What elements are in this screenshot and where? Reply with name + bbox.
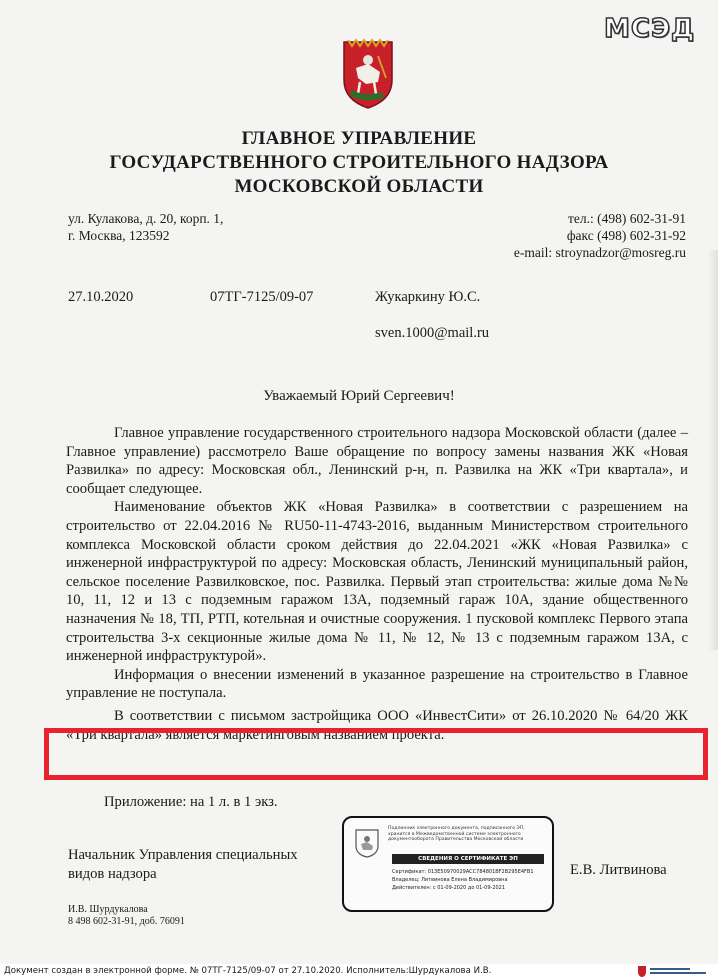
cert-details [392, 868, 548, 892]
recipient-email: sven.1000@mail.ru [375, 325, 490, 341]
footer-text: Документ создан в электронной форме. № 07ТГ-7125/09-07 от 27.10.2020. Исполнитель:Шурдукалова И.В. [4, 966, 492, 976]
cert-header: СВЕДЕНИЯ О СЕРТИФИКАТЕ ЭП [392, 854, 544, 864]
paragraph-1: Главное управление государственного строительного надзора Московской области (далее – Главное управление) рассмотрело Ваше обращение по вопросу замены названия ЖК «Новая Развилка» по адресу: Московская обл., Ленинский р-н, п. Развилка на ЖК «Три квартала», и сообщает следующее. [66, 425, 688, 497]
emblem-icon [354, 828, 380, 858]
cert-owner: Владелец: Литвинова Елена Владимировна [392, 877, 508, 883]
msed-mark: МСЭД [604, 14, 696, 44]
phone: тел.: (498) 602-31-91 [568, 211, 686, 226]
salutation: Уважаемый Юрий Сергеевич! [263, 388, 455, 404]
email: e-mail: stroynadzor@mosreg.ru [513, 245, 686, 260]
position-line2: видов надзора [68, 866, 157, 882]
org-title-line2: ГОСУДАРСТВЕННОГО СТРОИТЕЛЬНОГО НАДЗОРА [109, 152, 609, 173]
page-edge-shadow [708, 250, 718, 650]
address-line1: ул. Кулакова, д. 20, корп. 1, [68, 211, 224, 226]
electronic-signature-stamp [342, 816, 554, 912]
footer-bar [0, 964, 718, 979]
paragraph-3: Информация о внесении изменений в указанное разрешение на строительство в Главное управление не поступала. [66, 666, 688, 702]
paragraph-4: В соответствии с письмом застройщика ООО «ИнвестСити» от 26.10.2020 № 64/20 ЖК «Три квартала» является маркетинговым названием проекта. [66, 707, 688, 743]
letter-number: 07ТГ-7125/09-07 [210, 289, 314, 305]
position-line1: Начальник Управления специальных [68, 847, 298, 863]
highlight-frame [44, 728, 708, 780]
cert-valid: Действителен: с 01-09-2020 до 01-09-2021 [392, 885, 506, 891]
letter-date: 27.10.2020 [68, 289, 134, 305]
address-line2: г. Москва, 123592 [68, 228, 170, 243]
org-title-line1: ГЛАВНОЕ УПРАВЛЕНИЕ [241, 128, 477, 149]
government-logo-icon [636, 965, 716, 978]
org-title-line3: МОСКОВСКОЙ ОБЛАСТИ [234, 176, 484, 197]
stamp-text: Подлинник электронного документа, подписанного ЭП, хранится в Межведомственной системе электронного документооборота Правительства Московской области [388, 826, 525, 843]
executor-name: И.В. Шурдукалова [68, 904, 148, 915]
recipient-name: Жукаркину Ю.С. [375, 289, 481, 305]
signatory-position [68, 846, 298, 884]
signatory-name: Е.В. Литвинова [570, 862, 667, 878]
attachment-note: Приложение: на 1 л. в 1 экз. [104, 794, 278, 810]
cert-serial: Сертификат: 013E50970029ACC78​4801BF2B295E4FB1 [392, 869, 534, 875]
paragraph-2: Наименование объектов ЖК «Новая Развилка» в соответствии с разрешением на строительство от 22.04.2016 № RU50-11-4743-2016, выданным Министерством строительного комплекса Московской области сроком действия до 22.04.2021 «ЖК «Новая Развилка» с инженерной инфраструктурой по адресу: Московская область, Ленинский муниципальный район, сельское поселение Развилковское, пос. Развилка. Первый этап строительства: жилые дома №№ 10, 11, 12 и 13 с подземным гаражом 13А, подземный гараж 10А, здание общественного назначения № 18, ТП, РТП, котельная и очистные сооружения. 1 пусковой комплекс Первого этапа строительства 3-х секционные жилые дома № 11, № 12, № 13 с подземным гаражом 13А, с инженерной инфраструктурой». [66, 499, 688, 665]
executor-phone: 8 498 602-31-91, доб. 76091 [68, 916, 185, 927]
fax: факс (498) 602-31-92 [566, 228, 686, 243]
letter-body [66, 424, 688, 744]
moscow-region-coat-of-arms-icon [338, 38, 398, 110]
